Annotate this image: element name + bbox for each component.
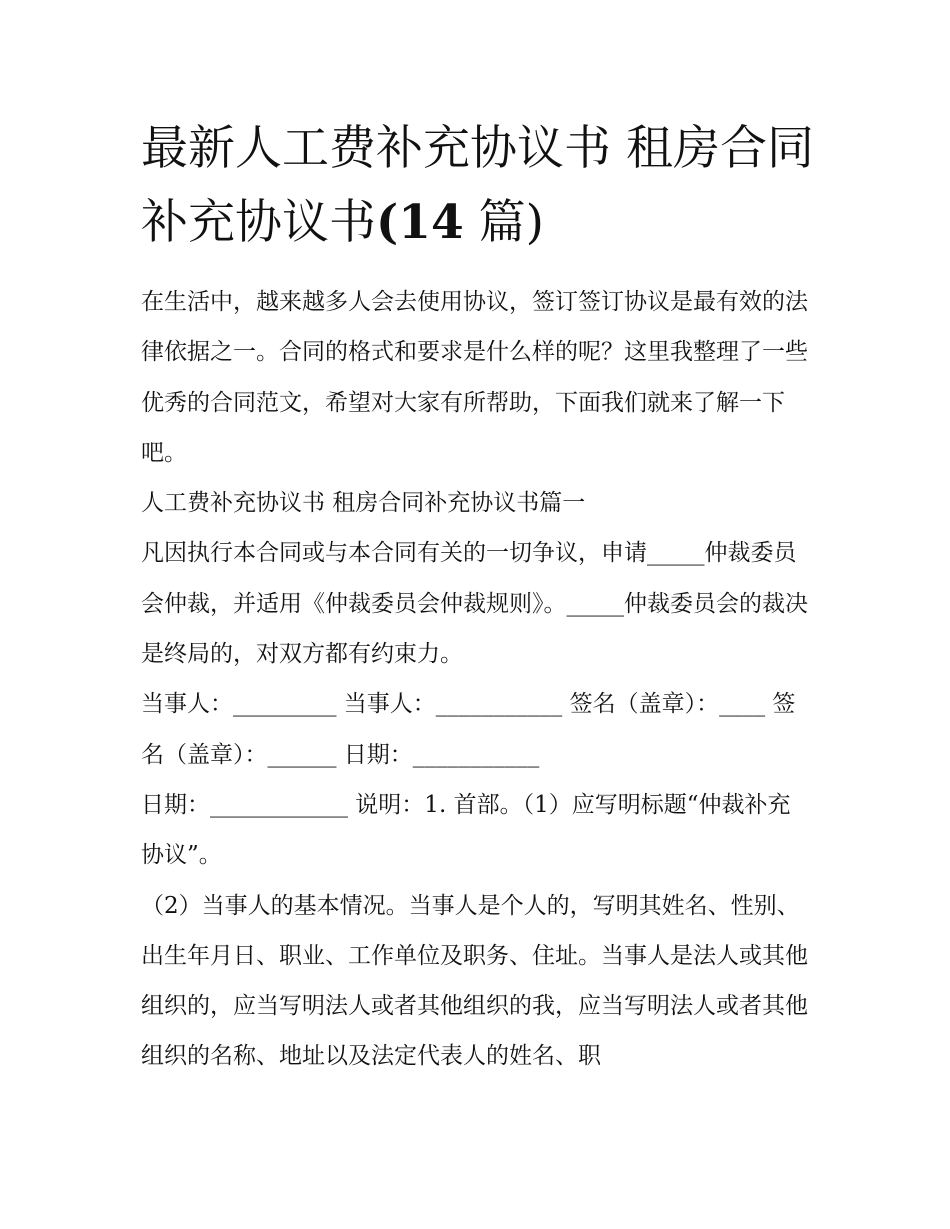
title-suffix: 篇) (463, 195, 544, 250)
document-body (141, 277, 813, 1082)
title-count: (14 (376, 195, 464, 250)
intro-paragraph: 在生活中，越来越多人会去使用协议，签订签订协议是最有效的法律依据之一。合同的格式和要求是什么样的呢？这里我整理了一些优秀的合同范文，希望对大家有所帮助，下面我们就来了解一下吧。 (141, 289, 808, 466)
parties-info-paragraph: （2）当事人的基本情况。当事人是个人的，写明其姓名、性别、出生年月日、职业、工作单位及职务、住址。当事人是法人或其他组织的，应当写明法人或者其他组织的我，应当写明法人或者其他组织的名称、地址以及法定代表人的姓名、职 (141, 892, 808, 1070)
title-text: 最新人工费补充协议书 租房合同补充协议书 (141, 121, 814, 250)
document-title (141, 112, 831, 260)
arbitration-paragraph: 凡因执行本合同或与本合同有关的一切争议，申请_____仲裁委员会仲裁，并适用《仲裁委员会仲裁规则》。_____仲裁委员会的裁决是终局的，对双方都有约束力。 (141, 540, 808, 668)
signature-fields: 当事人：_________ 当事人：___________ 签名（盖章）：____ 签名（盖章）：______ 日期：___________ (141, 691, 796, 768)
date-and-notes: 日期：____________ 说明：1. 首部。（1）应写明标题“仲裁补充协议”。 (141, 791, 791, 869)
section-heading: 人工费补充协议书 租房合同补充协议书篇一 (141, 490, 586, 517)
